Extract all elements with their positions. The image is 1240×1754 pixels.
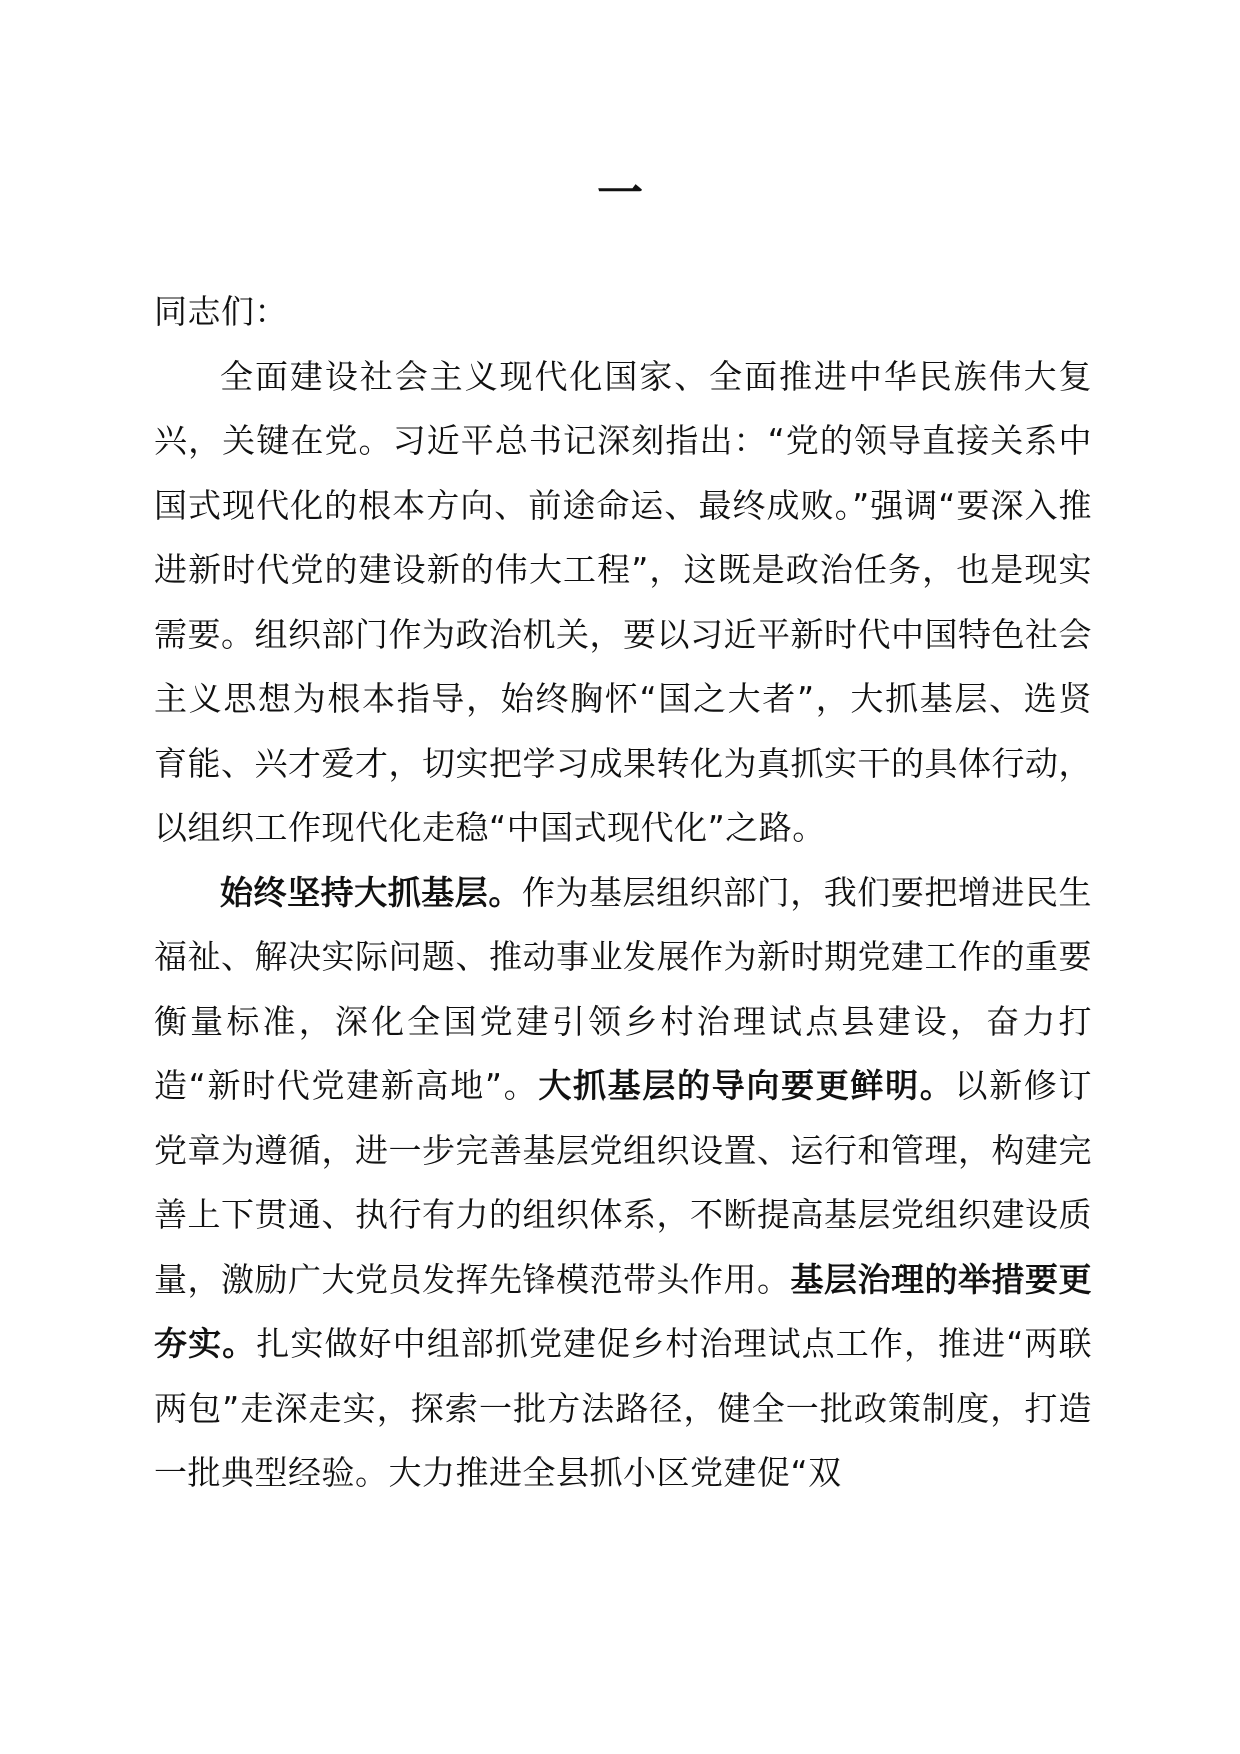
subheading-bold: 基层治理的举措要更夯实。 [154, 1259, 1092, 1363]
lead-heading-bold: 始终坚持大抓基层。 [220, 872, 522, 912]
document-body [154, 280, 1092, 1506]
salutation: 同志们： [154, 292, 288, 331]
paragraph-text: 作为基层组织部门，我们要把增进民生福祉、解决实际问题、推动事业发展作为新时期党建工作的重要衡量标准，深化全国党建引领乡村治理试点县建设，奋力打造“新时代党建新高地”。 [154, 872, 1093, 1105]
paragraph-text: 以新修订党章为遵循，进一步完善基层党组织设置、运行和管理，构建完善上下贯通、执行有力的组织体系，不断提高基层党组织建设质量，激励广大党员发挥先锋模范带头作用。 [154, 1066, 1093, 1299]
paragraph-intro: 全面建设社会主义现代化国家、全面推进中华民族伟大复兴，关键在党。习近平总书记深刻指出：“党的领导直接关系中国式现代化的根本方向、前途命运、最终成败。”强调“要深入推进新时代党的建设新的伟大工程”，这既是政治任务，也是现实需要。组织部门作为政治机关，要以习近平新时代中国特色社会主义思想为根本指导，始终胸怀“国之大者”，大抓基层、选贤育能、兴才爱才，切实把学习成果转化为真抓实干的具体行动，以组织工作现代化走稳“中国式现代化”之路。 [154, 356, 1092, 847]
subheading-bold: 大抓基层的导向要更鲜明。 [538, 1066, 955, 1105]
paragraph-text: 扎实做好中组部抓党建促乡村治理试点工作，推进“两联两包”走深走实，探索一批方法路径，健全一批政策制度，打造一批典型经验。大力推进全县抓小区党建促“双 [154, 1324, 1092, 1492]
section-heading: 一 [597, 166, 643, 220]
paragraph-grassroots [154, 861, 1092, 1506]
